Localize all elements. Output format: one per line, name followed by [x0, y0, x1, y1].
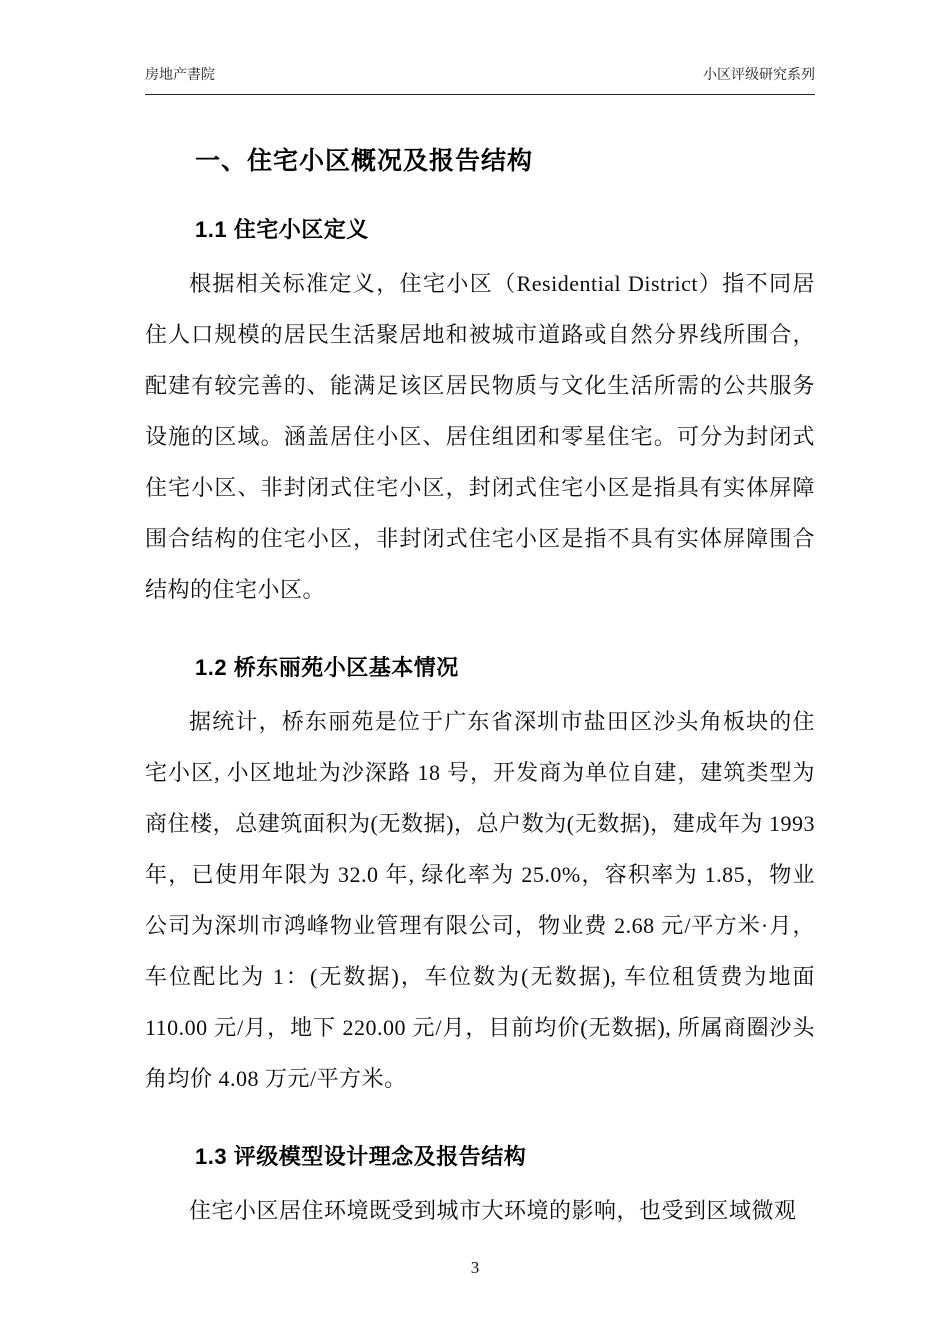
header-right-text: 小区评级研究系列 [703, 66, 815, 82]
header-left-text: 房地产書院 [145, 66, 215, 82]
paragraph-community-basic-info: 据统计，桥东丽苑是位于广东省深圳市盐田区沙头角板块的住宅小区, 小区地址为沙深路 18 号，开发商为单位自建，建筑类型为商住楼，总建筑面积为(无数据)，总户数为(无数据)，建成年为 1993 年，已使用年限为 32.0 年, 绿化率为 25.0%，容积率为 1.85，物业公司为深圳市鸿峰物业管理有限公司，物业费 2.68 元/平方米·月，车位配比为 1：(无数据)，车位数为(无数据), 车位租赁费为地面 110.00 元/月，地下 220.00 元/月，目前均价(无数据), 所属商圈沙头角均价 4.08 万元/平方米。 [145, 709, 815, 1091]
section-title-1-2: 1.2 桥东丽苑小区基本情况 [195, 655, 459, 680]
page-header [145, 0, 815, 95]
page-number: 3 [470, 1258, 480, 1277]
paragraph-rating-model-intro: 住宅小区居住环境既受到城市大环境的影响，也受到区域微观 [189, 1198, 797, 1223]
section-title-1-1: 1.1 住宅小区定义 [195, 217, 369, 242]
paragraph-residential-district-definition: 根据相关标准定义，住宅小区（Residential District）指不同居住人口规模的居民生活聚居地和被城市道路或自然分界线所围合，配建有较完善的、能满足该区居民物质与文化生活所需的公共服务设施的区域。涵盖居住小区、居住组团和零星住宅。可分为封闭式住宅小区、非封闭式住宅小区，封闭式住宅小区是指具有实体屏障围合结构的住宅小区，非封闭式住宅小区是指不具有实体屏障围合结构的住宅小区。 [145, 271, 815, 602]
document-body [145, 141, 815, 1236]
chapter-title: 一、住宅小区概况及报告结构 [195, 147, 534, 175]
section-title-1-3: 1.3 评级模型设计理念及报告结构 [195, 1144, 527, 1169]
page-footer [0, 1258, 950, 1278]
